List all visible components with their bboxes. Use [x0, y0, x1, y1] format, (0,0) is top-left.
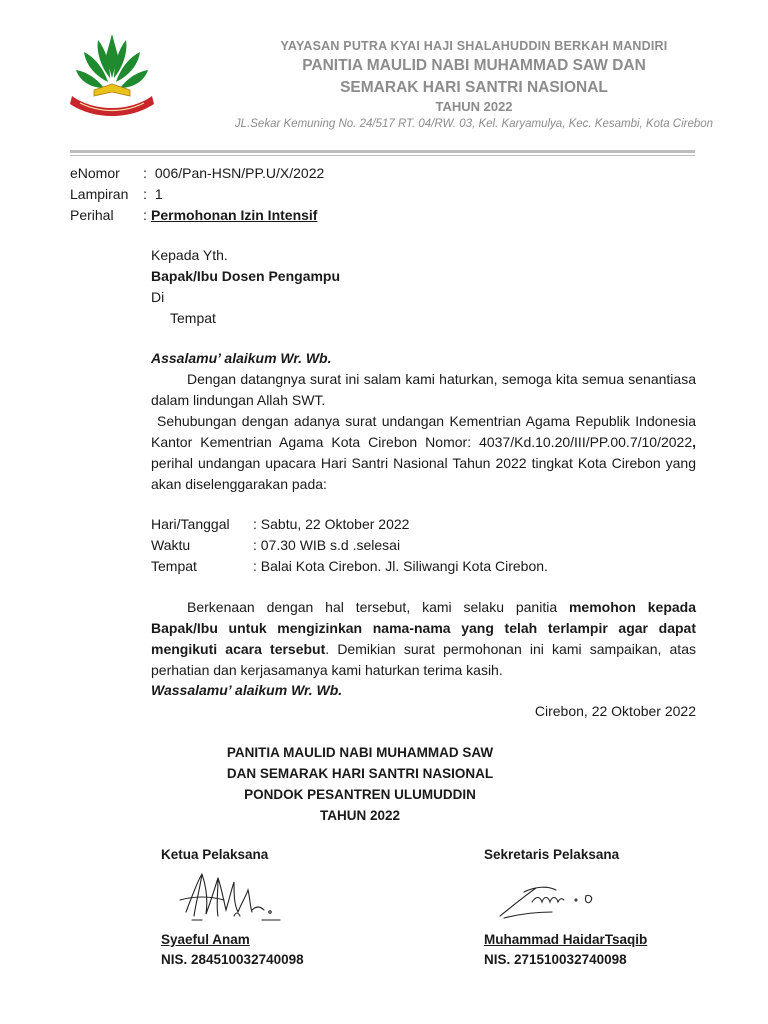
signatory-right-nis: NIS. 271510032740098 — [484, 952, 627, 967]
letterhead-event: SEMARAK HARI SANTRI NASIONAL — [340, 79, 608, 96]
meta-colon: : — [143, 186, 147, 202]
closing-salam: Wassalamu’ alaikum Wr. Wb. — [151, 682, 343, 698]
paragraph-reference — [151, 411, 696, 495]
signatory-left-title: Ketua Pelaksana — [161, 847, 269, 862]
meta-lampiran-label: Lampiran — [70, 186, 129, 202]
letterhead-address: JL.Sekar Kemuning No. 24/517 RT. 04/RW. 03, Kel. Karyamulya, Kec. Kesambi, Kota Cirebon — [234, 118, 714, 130]
signature-heading-line2: DAN SEMARAK HARI SANTRI NASIONAL — [226, 766, 494, 781]
detail-row-place — [151, 556, 548, 577]
meta-colon: : — [143, 165, 147, 181]
detail-label: Hari/Tanggal — [151, 516, 230, 532]
signature-left-icon — [172, 866, 284, 926]
paragraph-request-bold: memohon kepada Bapak/Ibu untuk mengizinkan nama-nama yang telah terlampir agar dapat mengikuti acara tersebut — [151, 599, 696, 657]
signature-heading-line1: PANITIA MAULID NABI MUHAMMAD SAW — [226, 745, 494, 760]
signature-heading — [150, 742, 570, 826]
meta-perihal-value: Permohonan Izin Intensif — [151, 207, 318, 223]
recipient-name: Bapak/Ibu Dosen Pengampu — [151, 268, 341, 284]
signature-right-icon — [496, 878, 600, 922]
signatory-left-nis: NIS. 284510032740098 — [161, 952, 304, 967]
meta-nomor — [70, 165, 324, 181]
letterhead-year: TAHUN 2022 — [435, 99, 513, 114]
signature-heading-line4: TAHUN 2022 — [319, 808, 401, 823]
letterhead-committee: PANITIA MAULID NABI MUHAMMAD SAW DAN — [302, 57, 646, 74]
meta-lampiran — [70, 186, 163, 202]
meta-perihal — [70, 207, 317, 223]
letterhead-foundation: YAYASAN PUTRA KYAI HAJI SHALAHUDDIN BERKAH MANDIRI — [280, 39, 668, 53]
paragraph-reference-comma: , — [692, 434, 696, 450]
signatory-right-name: Muhammad HaidarTsaqib — [484, 932, 648, 947]
meta-nomor-value: 006/Pan-HSN/PP.U/X/2022 — [154, 165, 325, 181]
meta-nomor-label: eNomor — [70, 165, 120, 181]
place-date: Cirebon, 22 Oktober 2022 — [534, 703, 696, 719]
paragraph-opening: Dengan datangnya surat ini salam kami haturkan, semoga kita semua senantiasa dalam lindungan Allah SWT. — [151, 371, 696, 408]
signature-heading-line3: PONDOK PESANTREN ULUMUDDIN — [244, 787, 476, 802]
recipient-tempat: Tempat — [170, 310, 216, 326]
paragraph-reference-a: Sehubungan dengan adanya surat undangan Kementrian Agama Republik Indonesia Kantor Kementrian Agama Kota Cirebon Nomor: 4037/Kd.10.20/III/PP.00.7/10/2022 — [151, 413, 696, 450]
detail-label: Waktu — [151, 537, 191, 553]
header-rule-thick — [70, 150, 695, 153]
meta-colon: : — [143, 207, 147, 223]
meta-perihal-label: Perihal — [70, 207, 114, 223]
recipient-kepada: Kepada Yth. — [151, 247, 228, 263]
detail-value: : Balai Kota Cirebon. Jl. Siliwangi Kota Cirebon. — [253, 558, 548, 574]
detail-row-time — [151, 535, 400, 556]
detail-label: Tempat — [151, 558, 197, 574]
meta-lampiran-value: 1 — [154, 186, 163, 202]
paragraph-request-a: Berkenaan dengan hal tersebut, kami selaku panitia — [187, 599, 569, 615]
paragraph-reference-b: perihal undangan upacara Hari Santri Nasional Tahun 2022 tingkat Kota Cirebon yang akan diselenggarakan pada: — [151, 455, 696, 492]
greeting-salam: Assalamu’ alaikum Wr. Wb. — [151, 350, 332, 366]
paragraph-request — [151, 597, 696, 681]
paragraph-request-b: . Demikian surat permohonan ini kami sampaikan, atas perhatian dan kerjasamanya kami haturkan terima kasih. — [151, 641, 696, 678]
detail-row-date — [151, 514, 409, 535]
detail-value: : 07.30 WIB s.d .selesai — [253, 537, 401, 553]
recipient-di: Di — [151, 289, 165, 305]
signatory-right-title: Sekretaris Pelaksana — [484, 847, 620, 862]
header-rule-thin — [70, 155, 695, 156]
detail-value: : Sabtu, 22 Oktober 2022 — [253, 516, 410, 532]
signatory-left-name: Syaeful Anam — [161, 932, 250, 947]
